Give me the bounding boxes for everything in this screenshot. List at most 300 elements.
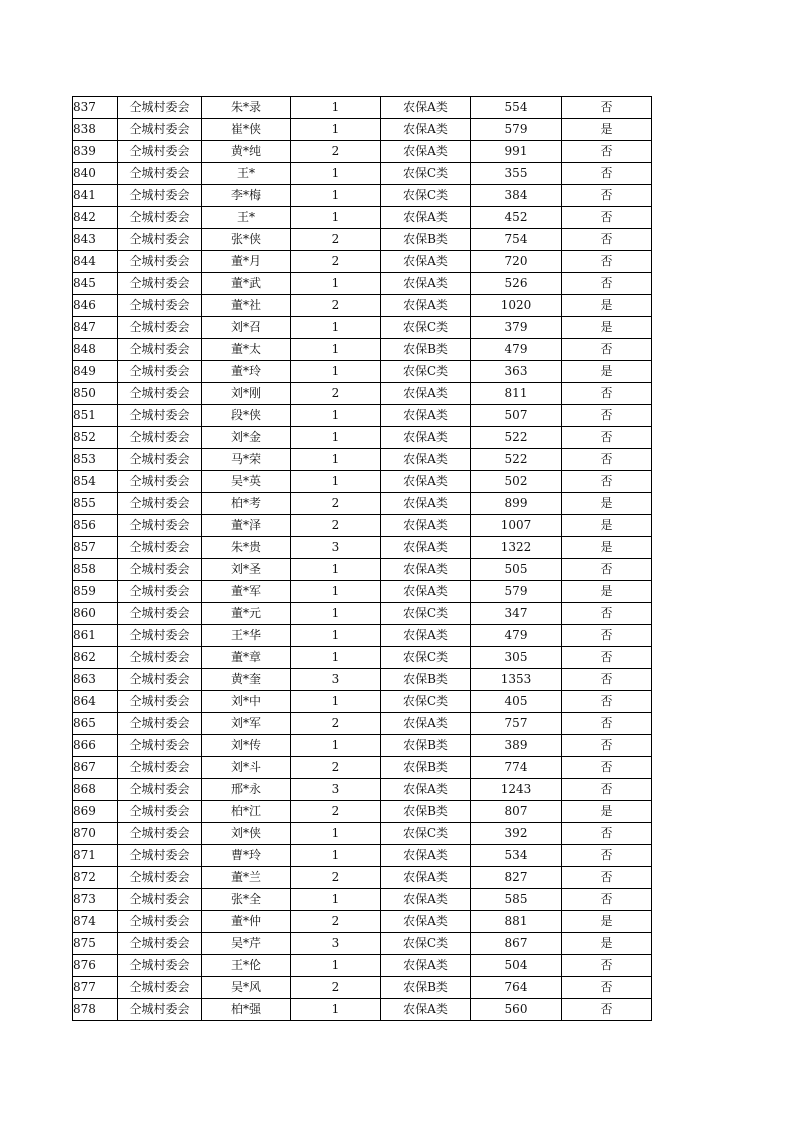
category-cell: 农保B类: [381, 757, 471, 779]
household-count-cell: 2: [291, 801, 381, 823]
amount-cell: 764: [471, 977, 562, 999]
row-number-cell: 857: [73, 537, 118, 559]
person-name-cell: 董*仲: [202, 911, 291, 933]
village-cell: 仝城村委会: [118, 383, 202, 405]
category-cell: 农保B类: [381, 229, 471, 251]
person-name-cell: 柏*江: [202, 801, 291, 823]
row-number-cell: 840: [73, 163, 118, 185]
category-cell: 农保C类: [381, 823, 471, 845]
household-count-cell: 2: [291, 911, 381, 933]
flag-cell: 是: [562, 537, 652, 559]
village-cell: 仝城村委会: [118, 911, 202, 933]
table-row: [73, 691, 652, 713]
household-count-cell: 1: [291, 119, 381, 141]
person-name-cell: 张*侠: [202, 229, 291, 251]
flag-cell: 是: [562, 119, 652, 141]
category-cell: 农保A类: [381, 779, 471, 801]
amount-cell: 479: [471, 625, 562, 647]
village-cell: 仝城村委会: [118, 295, 202, 317]
row-number-cell: 855: [73, 493, 118, 515]
person-name-cell: 朱*录: [202, 97, 291, 119]
row-number-cell: 849: [73, 361, 118, 383]
person-name-cell: 董*月: [202, 251, 291, 273]
amount-cell: 899: [471, 493, 562, 515]
household-count-cell: 1: [291, 823, 381, 845]
flag-cell: 否: [562, 559, 652, 581]
category-cell: 农保A类: [381, 845, 471, 867]
table-row: [73, 119, 652, 141]
table-row: [73, 295, 652, 317]
category-cell: 农保A类: [381, 295, 471, 317]
flag-cell: 否: [562, 889, 652, 911]
category-cell: 农保A类: [381, 889, 471, 911]
category-cell: 农保A类: [381, 955, 471, 977]
flag-cell: 否: [562, 97, 652, 119]
category-cell: 农保A类: [381, 141, 471, 163]
category-cell: 农保A类: [381, 559, 471, 581]
amount-cell: 774: [471, 757, 562, 779]
flag-cell: 否: [562, 273, 652, 295]
flag-cell: 是: [562, 515, 652, 537]
village-cell: 仝城村委会: [118, 889, 202, 911]
village-cell: 仝城村委会: [118, 361, 202, 383]
flag-cell: 否: [562, 779, 652, 801]
household-count-cell: 2: [291, 867, 381, 889]
table-row: [73, 207, 652, 229]
person-name-cell: 吴*英: [202, 471, 291, 493]
amount-cell: 1020: [471, 295, 562, 317]
household-count-cell: 1: [291, 339, 381, 361]
village-cell: 仝城村委会: [118, 955, 202, 977]
amount-cell: 811: [471, 383, 562, 405]
person-name-cell: 董*太: [202, 339, 291, 361]
amount-cell: 1243: [471, 779, 562, 801]
person-name-cell: 王*: [202, 207, 291, 229]
village-cell: 仝城村委会: [118, 185, 202, 207]
person-name-cell: 吴*芹: [202, 933, 291, 955]
village-cell: 仝城村委会: [118, 141, 202, 163]
row-number-cell: 850: [73, 383, 118, 405]
flag-cell: 否: [562, 867, 652, 889]
flag-cell: 否: [562, 757, 652, 779]
person-name-cell: 刘*金: [202, 427, 291, 449]
amount-cell: 502: [471, 471, 562, 493]
person-name-cell: 董*兰: [202, 867, 291, 889]
household-count-cell: 1: [291, 603, 381, 625]
table-row: [73, 141, 652, 163]
household-count-cell: 2: [291, 141, 381, 163]
row-number-cell: 851: [73, 405, 118, 427]
household-count-cell: 2: [291, 251, 381, 273]
village-cell: 仝城村委会: [118, 449, 202, 471]
village-cell: 仝城村委会: [118, 317, 202, 339]
category-cell: 农保A类: [381, 207, 471, 229]
row-number-cell: 858: [73, 559, 118, 581]
category-cell: 农保A类: [381, 713, 471, 735]
roster-body: [73, 97, 652, 1021]
amount-cell: 384: [471, 185, 562, 207]
amount-cell: 504: [471, 955, 562, 977]
person-name-cell: 柏*强: [202, 999, 291, 1021]
category-cell: 农保A类: [381, 405, 471, 427]
amount-cell: 1353: [471, 669, 562, 691]
table-row: [73, 581, 652, 603]
table-row: [73, 251, 652, 273]
household-count-cell: 3: [291, 669, 381, 691]
category-cell: 农保A类: [381, 867, 471, 889]
amount-cell: 554: [471, 97, 562, 119]
row-number-cell: 873: [73, 889, 118, 911]
amount-cell: 757: [471, 713, 562, 735]
table-row: [73, 163, 652, 185]
row-number-cell: 856: [73, 515, 118, 537]
village-cell: 仝城村委会: [118, 471, 202, 493]
flag-cell: 否: [562, 823, 652, 845]
village-cell: 仝城村委会: [118, 537, 202, 559]
row-number-cell: 871: [73, 845, 118, 867]
person-name-cell: 马*荣: [202, 449, 291, 471]
person-name-cell: 董*泽: [202, 515, 291, 537]
amount-cell: 363: [471, 361, 562, 383]
household-count-cell: 1: [291, 955, 381, 977]
table-row: [73, 647, 652, 669]
category-cell: 农保C类: [381, 163, 471, 185]
category-cell: 农保A类: [381, 273, 471, 295]
household-count-cell: 1: [291, 97, 381, 119]
row-number-cell: 863: [73, 669, 118, 691]
table-row: [73, 229, 652, 251]
roster-table: [72, 96, 652, 1021]
flag-cell: 否: [562, 647, 652, 669]
household-count-cell: 1: [291, 999, 381, 1021]
flag-cell: 否: [562, 845, 652, 867]
flag-cell: 否: [562, 229, 652, 251]
row-number-cell: 877: [73, 977, 118, 999]
household-count-cell: 1: [291, 559, 381, 581]
flag-cell: 否: [562, 471, 652, 493]
amount-cell: 1007: [471, 515, 562, 537]
village-cell: 仝城村委会: [118, 207, 202, 229]
row-number-cell: 869: [73, 801, 118, 823]
category-cell: 农保A类: [381, 449, 471, 471]
village-cell: 仝城村委会: [118, 933, 202, 955]
flag-cell: 是: [562, 933, 652, 955]
amount-cell: 522: [471, 449, 562, 471]
amount-cell: 867: [471, 933, 562, 955]
category-cell: 农保A类: [381, 97, 471, 119]
flag-cell: 否: [562, 449, 652, 471]
flag-cell: 否: [562, 735, 652, 757]
household-count-cell: 2: [291, 229, 381, 251]
household-count-cell: 2: [291, 493, 381, 515]
table-row: [73, 735, 652, 757]
row-number-cell: 865: [73, 713, 118, 735]
table-row: [73, 273, 652, 295]
household-count-cell: 1: [291, 207, 381, 229]
flag-cell: 是: [562, 493, 652, 515]
village-cell: 仝城村委会: [118, 691, 202, 713]
household-count-cell: 1: [291, 449, 381, 471]
village-cell: 仝城村委会: [118, 647, 202, 669]
flag-cell: 否: [562, 141, 652, 163]
household-count-cell: 1: [291, 889, 381, 911]
category-cell: 农保A类: [381, 251, 471, 273]
row-number-cell: 862: [73, 647, 118, 669]
row-number-cell: 841: [73, 185, 118, 207]
village-cell: 仝城村委会: [118, 427, 202, 449]
table-row: [73, 427, 652, 449]
amount-cell: 827: [471, 867, 562, 889]
household-count-cell: 1: [291, 317, 381, 339]
row-number-cell: 875: [73, 933, 118, 955]
amount-cell: 507: [471, 405, 562, 427]
flag-cell: 否: [562, 625, 652, 647]
row-number-cell: 852: [73, 427, 118, 449]
village-cell: 仝城村委会: [118, 977, 202, 999]
village-cell: 仝城村委会: [118, 801, 202, 823]
amount-cell: 720: [471, 251, 562, 273]
amount-cell: 347: [471, 603, 562, 625]
village-cell: 仝城村委会: [118, 273, 202, 295]
person-name-cell: 吴*风: [202, 977, 291, 999]
category-cell: 农保C类: [381, 933, 471, 955]
household-count-cell: 1: [291, 581, 381, 603]
amount-cell: 534: [471, 845, 562, 867]
category-cell: 农保B类: [381, 977, 471, 999]
amount-cell: 305: [471, 647, 562, 669]
person-name-cell: 董*章: [202, 647, 291, 669]
category-cell: 农保A类: [381, 471, 471, 493]
household-count-cell: 1: [291, 845, 381, 867]
table-row: [73, 845, 652, 867]
row-number-cell: 838: [73, 119, 118, 141]
household-count-cell: 2: [291, 713, 381, 735]
village-cell: 仝城村委会: [118, 97, 202, 119]
village-cell: 仝城村委会: [118, 493, 202, 515]
amount-cell: 389: [471, 735, 562, 757]
amount-cell: 579: [471, 581, 562, 603]
flag-cell: 否: [562, 185, 652, 207]
category-cell: 农保A类: [381, 427, 471, 449]
household-count-cell: 2: [291, 977, 381, 999]
village-cell: 仝城村委会: [118, 999, 202, 1021]
row-number-cell: 837: [73, 97, 118, 119]
household-count-cell: 1: [291, 471, 381, 493]
village-cell: 仝城村委会: [118, 515, 202, 537]
person-name-cell: 柏*考: [202, 493, 291, 515]
flag-cell: 是: [562, 317, 652, 339]
table-row: [73, 801, 652, 823]
row-number-cell: 853: [73, 449, 118, 471]
category-cell: 农保B类: [381, 801, 471, 823]
category-cell: 农保A类: [381, 625, 471, 647]
row-number-cell: 872: [73, 867, 118, 889]
category-cell: 农保C类: [381, 647, 471, 669]
table-row: [73, 779, 652, 801]
amount-cell: 881: [471, 911, 562, 933]
person-name-cell: 张*全: [202, 889, 291, 911]
table-row: [73, 867, 652, 889]
amount-cell: 452: [471, 207, 562, 229]
row-number-cell: 842: [73, 207, 118, 229]
category-cell: 农保A类: [381, 581, 471, 603]
person-name-cell: 王*: [202, 163, 291, 185]
table-row: [73, 999, 652, 1021]
household-count-cell: 1: [291, 735, 381, 757]
household-count-cell: 2: [291, 515, 381, 537]
household-count-cell: 1: [291, 691, 381, 713]
table-row: [73, 603, 652, 625]
amount-cell: 392: [471, 823, 562, 845]
flag-cell: 否: [562, 713, 652, 735]
village-cell: 仝城村委会: [118, 867, 202, 889]
row-number-cell: 848: [73, 339, 118, 361]
person-name-cell: 刘*圣: [202, 559, 291, 581]
person-name-cell: 刘*刚: [202, 383, 291, 405]
table-row: [73, 317, 652, 339]
person-name-cell: 黄*纯: [202, 141, 291, 163]
category-cell: 农保C类: [381, 691, 471, 713]
person-name-cell: 崔*侠: [202, 119, 291, 141]
household-count-cell: 3: [291, 537, 381, 559]
row-number-cell: 844: [73, 251, 118, 273]
amount-cell: 807: [471, 801, 562, 823]
household-count-cell: 1: [291, 361, 381, 383]
household-count-cell: 3: [291, 933, 381, 955]
household-count-cell: 1: [291, 427, 381, 449]
amount-cell: 991: [471, 141, 562, 163]
person-name-cell: 王*伦: [202, 955, 291, 977]
person-name-cell: 曹*玲: [202, 845, 291, 867]
table-row: [73, 471, 652, 493]
category-cell: 农保C类: [381, 361, 471, 383]
person-name-cell: 刘*军: [202, 713, 291, 735]
row-number-cell: 846: [73, 295, 118, 317]
village-cell: 仝城村委会: [118, 229, 202, 251]
table-row: [73, 757, 652, 779]
flag-cell: 否: [562, 405, 652, 427]
category-cell: 农保B类: [381, 339, 471, 361]
flag-cell: 否: [562, 339, 652, 361]
person-name-cell: 黄*奎: [202, 669, 291, 691]
amount-cell: 754: [471, 229, 562, 251]
village-cell: 仝城村委会: [118, 757, 202, 779]
row-number-cell: 864: [73, 691, 118, 713]
amount-cell: 379: [471, 317, 562, 339]
table-row: [73, 97, 652, 119]
household-count-cell: 1: [291, 625, 381, 647]
flag-cell: 否: [562, 163, 652, 185]
village-cell: 仝城村委会: [118, 845, 202, 867]
person-name-cell: 董*元: [202, 603, 291, 625]
amount-cell: 355: [471, 163, 562, 185]
amount-cell: 526: [471, 273, 562, 295]
person-name-cell: 王*华: [202, 625, 291, 647]
row-number-cell: 870: [73, 823, 118, 845]
category-cell: 农保A类: [381, 493, 471, 515]
row-number-cell: 860: [73, 603, 118, 625]
category-cell: 农保B类: [381, 735, 471, 757]
table-row: [73, 383, 652, 405]
village-cell: 仝城村委会: [118, 251, 202, 273]
table-row: [73, 955, 652, 977]
table-row: [73, 361, 652, 383]
village-cell: 仝城村委会: [118, 713, 202, 735]
flag-cell: 否: [562, 955, 652, 977]
row-number-cell: 878: [73, 999, 118, 1021]
person-name-cell: 邢*永: [202, 779, 291, 801]
village-cell: 仝城村委会: [118, 603, 202, 625]
table-row: [73, 185, 652, 207]
village-cell: 仝城村委会: [118, 735, 202, 757]
household-count-cell: 1: [291, 273, 381, 295]
amount-cell: 1322: [471, 537, 562, 559]
village-cell: 仝城村委会: [118, 559, 202, 581]
village-cell: 仝城村委会: [118, 405, 202, 427]
category-cell: 农保A类: [381, 911, 471, 933]
village-cell: 仝城村委会: [118, 823, 202, 845]
table-row: [73, 889, 652, 911]
table-row: [73, 493, 652, 515]
flag-cell: 否: [562, 427, 652, 449]
flag-cell: 否: [562, 207, 652, 229]
person-name-cell: 李*梅: [202, 185, 291, 207]
village-cell: 仝城村委会: [118, 339, 202, 361]
flag-cell: 否: [562, 669, 652, 691]
flag-cell: 是: [562, 911, 652, 933]
row-number-cell: 874: [73, 911, 118, 933]
person-name-cell: 董*武: [202, 273, 291, 295]
village-cell: 仝城村委会: [118, 163, 202, 185]
row-number-cell: 859: [73, 581, 118, 603]
flag-cell: 否: [562, 691, 652, 713]
category-cell: 农保A类: [381, 537, 471, 559]
row-number-cell: 839: [73, 141, 118, 163]
category-cell: 农保A类: [381, 383, 471, 405]
table-row: [73, 911, 652, 933]
category-cell: 农保C类: [381, 317, 471, 339]
table-row: [73, 449, 652, 471]
person-name-cell: 刘*中: [202, 691, 291, 713]
flag-cell: 是: [562, 295, 652, 317]
table-row: [73, 977, 652, 999]
row-number-cell: 843: [73, 229, 118, 251]
amount-cell: 479: [471, 339, 562, 361]
category-cell: 农保B类: [381, 669, 471, 691]
amount-cell: 585: [471, 889, 562, 911]
document-page: [72, 96, 651, 1021]
person-name-cell: 刘*召: [202, 317, 291, 339]
village-cell: 仝城村委会: [118, 119, 202, 141]
person-name-cell: 刘*传: [202, 735, 291, 757]
row-number-cell: 867: [73, 757, 118, 779]
row-number-cell: 868: [73, 779, 118, 801]
household-count-cell: 1: [291, 405, 381, 427]
row-number-cell: 847: [73, 317, 118, 339]
category-cell: 农保A类: [381, 119, 471, 141]
household-count-cell: 2: [291, 383, 381, 405]
village-cell: 仝城村委会: [118, 625, 202, 647]
household-count-cell: 1: [291, 163, 381, 185]
row-number-cell: 861: [73, 625, 118, 647]
row-number-cell: 866: [73, 735, 118, 757]
person-name-cell: 董*玲: [202, 361, 291, 383]
category-cell: 农保A类: [381, 515, 471, 537]
table-row: [73, 405, 652, 427]
person-name-cell: 朱*贵: [202, 537, 291, 559]
table-row: [73, 933, 652, 955]
flag-cell: 是: [562, 801, 652, 823]
